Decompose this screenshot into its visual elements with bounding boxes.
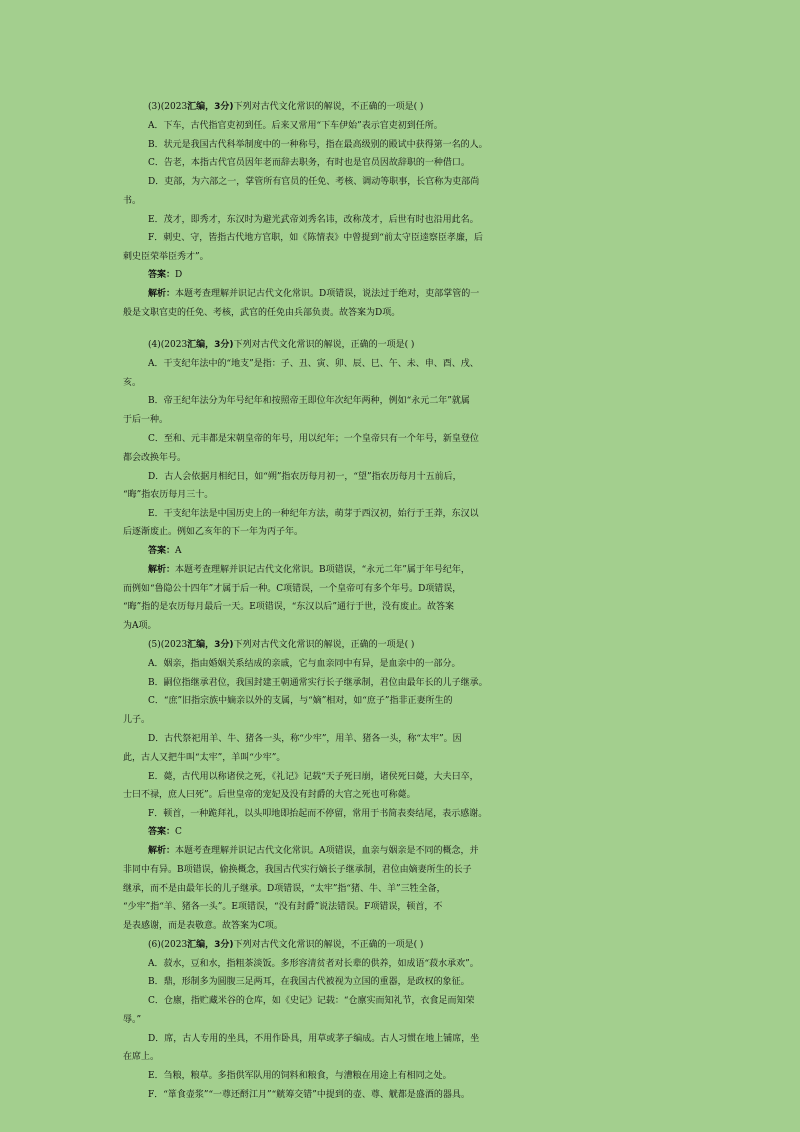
question-6-heading: (6)(2023汇编，3分)下列对古代文化常识的解说，不正确的一项是( ): [148, 940, 424, 950]
question-4-heading: (4)(2023汇编，3分)下列对古代文化常识的解说，正确的一项是( ): [148, 340, 415, 350]
q3-option-c: C．告老，本指古代官员因年老而辞去职务，有时也是官员因故辞职的一种借口。: [148, 158, 470, 168]
q3-option-e: E．茂才，即秀才，东汉时为避光武帝刘秀名讳，改称茂才，后世有时也沿用此名。: [148, 215, 479, 225]
q3-option-d-line1: D．吏部，为六部之一，掌管所有官员的任免、考核、调动等职事，长官称为吏部尚: [148, 177, 480, 187]
q6-option-d-line2: 在席上。: [123, 1052, 160, 1062]
q3-option-f-line2: 刺史臣荣举臣秀才”。: [123, 252, 209, 262]
q4-option-a-line2: 亥。: [123, 378, 142, 388]
q4-explanation-line3: “晦”指的是农历每月最后一天。E项错误，“东汉以后”通行于世，没有废止。故答案: [123, 602, 454, 612]
q5-explanation-line3: 继承，而不是由最年长的儿子继承。D项错误，“太牢”指“猪、牛、羊”三牲全备，: [123, 884, 446, 894]
q5-option-c-line2: 儿子。: [123, 715, 151, 725]
q6-option-d-line1: D．席，古人专用的坐具，不用作卧具，用草或茅子编成。古人习惯在地上铺席，坐: [148, 1034, 480, 1044]
q5-answer: 答案：C: [148, 827, 182, 837]
q4-option-d-line1: D．古人会依据月相纪日，如“朔”指农历每月初一，“望”指农历每月十五前后，: [148, 472, 462, 482]
q5-explanation-line5: 是表感谢，而是表敬意。故答案为C项。: [123, 921, 283, 931]
q3-option-f-line1: F．刺史、守，皆指古代地方官职，如《陈情表》中曾提到“前太守臣逵察臣孝廉，后: [148, 233, 483, 243]
q3-explanation-line1: 解析：本题考查理解并识记古代文化常识。D项错误，说法过于绝对，吏部掌管的一: [148, 289, 480, 299]
q3-option-b: B．状元是我国古代科举制度中的一种称号，指在最高级别的殿试中获得第一名的人。: [148, 140, 488, 150]
q4-explanation-line2: 而例如“鲁隐公十四年”才属于后一种。C项错误，一个皇帝可有多个年号。D项错误，: [123, 584, 462, 594]
q5-option-f: F．顿首，一种跪拜礼，以头叩地即抬起而不停留，常用于书简表奏结尾，表示感谢。: [148, 809, 488, 819]
q5-explanation-line2: 非同中有异。B项错误，偷换概念，我国古代实行嫡长子继承制，君位由嫡妻所生的长子: [123, 865, 472, 875]
q6-option-e: E．刍粮，粮草。多指供军队用的饲料和粮食，与漕粮在用途上有相同之处。: [148, 1071, 452, 1081]
q4-explanation-line1: 解析：本题考查理解并识记古代文化常识。B项错误，“永元二年”属于年号纪年，: [148, 565, 470, 575]
q6-option-c-line1: C．仓廪，指贮藏米谷的仓库，如《史记》记载：“仓廪实而知礼节，衣食足而知荣: [148, 996, 475, 1006]
q6-option-b: B．鼎，形制多为圆腹三足两耳，在我国古代被视为立国的重器，是政权的象征。: [148, 977, 470, 987]
q3-answer: 答案：D: [148, 270, 183, 280]
q4-option-e-line1: E．干支纪年法是中国历史上的一种纪年方法，萌芽于西汉初，始行于王莽，东汉以: [148, 509, 479, 519]
q5-option-d-line1: D．古代祭祀用羊、牛、猪各一头，称“少牢”，用羊、猪各一头，称“太牢”。因: [148, 734, 462, 744]
q5-option-e-line1: E．薨，古代用以称诸侯之死，《礼记》记载“天子死曰崩，诸侯死曰薨，大夫曰卒，: [148, 772, 479, 782]
q6-option-c-line2: 辱。”: [123, 1015, 142, 1025]
q3-option-d-line2: 书。: [123, 196, 142, 206]
q3-explanation-line2: 般是文职官吏的任免、考核，武官的任免由兵部负责。故答案为D项。: [123, 308, 401, 318]
q5-option-a: A．姻亲，指由婚姻关系结成的亲戚，它与血亲同中有异，是血亲中的一部分。: [148, 659, 461, 669]
q4-option-c-line1: C．至和、元丰都是宋朝皇帝的年号，用以纪年；一个皇帝只有一个年号，新皇登位: [148, 434, 479, 444]
q5-option-e-line2: 士曰不禄，庶人曰死”。后世皇帝的宠妃及没有封爵的大官之死也可称薨。: [123, 790, 416, 800]
q4-option-d-line2: “晦”指农历每月三十。: [123, 490, 214, 500]
q4-option-a-line1: A．干支纪年法中的“地支”是指：子、丑、寅、卯、辰、巳、午、未、申、酉、戌、: [148, 359, 479, 369]
q5-option-c-line1: C．“庶”旧指宗族中嫡亲以外的支属，与“嫡”相对，如“庶子”指非正妻所生的: [148, 696, 453, 706]
q4-answer: 答案：A: [148, 546, 182, 556]
q6-option-f: F．“箪食壶浆”“一尊还酹江月”“觥筹交错”中提到的壶、尊、觥都是盛酒的器具。: [148, 1090, 470, 1100]
q4-option-c-line2: 都会改换年号。: [123, 453, 187, 463]
q4-option-e-line2: 后逐渐废止。例如乙亥年的下一年为丙子年。: [123, 527, 304, 537]
q4-option-b-line1: B．帝王纪年法分为年号纪年和按照帝王即位年次纪年两种，例如“永元二年”就属: [148, 396, 470, 406]
question-5-heading: (5)(2023汇编，3分)下列对古代文化常识的解说，正确的一项是( ): [148, 640, 415, 650]
q3-option-a: A．下车，古代指官吏初到任。后来又常用“下车伊始”表示官吏初到任所。: [148, 121, 443, 131]
q6-option-a: A．菽水，豆和水，指粗茶淡饭。多形容清贫者对长辈的供养，如成语“菽水承欢”。: [148, 959, 479, 969]
q4-explanation-line4: 为A项。: [123, 621, 157, 631]
question-3-heading: (3)(2023汇编，3分)下列对古代文化常识的解说，不正确的一项是( ): [148, 102, 424, 112]
q4-option-b-line2: 于后一种。: [123, 415, 169, 425]
q5-explanation-line4: “少牢”指“羊、猪各一头”。E项错误，“没有封爵”说法错误。F项错误，顿首，不: [123, 902, 443, 912]
q5-option-b: B．嗣位指继承君位，我国封建王朝通常实行长子继承制，君位由最年长的儿子继承。: [148, 678, 488, 688]
q5-explanation-line1: 解析：本题考查理解并识记古代文化常识。A项错误，血亲与姻亲是不同的概念，并: [148, 846, 479, 856]
q5-option-d-line2: 此，古人又把牛叫“太牢”，羊叫“少牢”。: [123, 753, 286, 763]
